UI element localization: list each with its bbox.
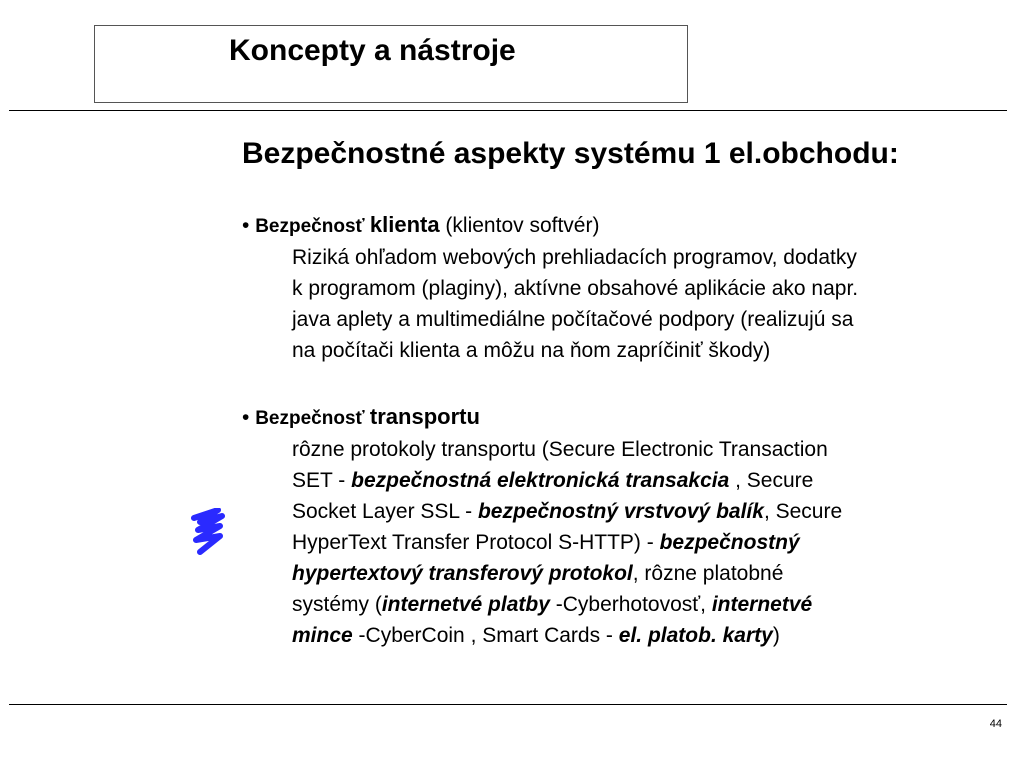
section-transport-security — [242, 402, 992, 651]
emphasis-run: bezpečnostná elektronická transakcia — [351, 469, 730, 492]
text-line: Riziká ohľadom webových prehliadacích programov, dodatky — [292, 246, 857, 269]
bullet-marker: • — [242, 214, 250, 237]
emphasis-run: el. platob. karty — [618, 624, 773, 647]
text-line — [292, 589, 992, 620]
text-line — [292, 496, 992, 527]
text-run: systémy ( — [292, 593, 382, 616]
title-box — [94, 25, 688, 103]
content-heading: Bezpečnostné aspekty systému 1 el.obchodu: — [242, 137, 899, 170]
text-line — [292, 434, 992, 465]
slide-title: Koncepty a nástroje — [229, 34, 516, 67]
text-line: k programom (plaginy), aktívne obsahové aplikácie ako napr. — [292, 277, 859, 300]
bullet-label-keyword: klienta — [369, 212, 440, 237]
emphasis-run: bezpečnostný — [659, 531, 800, 554]
emphasis-run: hypertextový transferový protokol — [292, 562, 633, 585]
bullet-client-security — [242, 210, 992, 242]
page-number: 44 — [989, 718, 1002, 730]
text-run: , Secure — [729, 469, 814, 492]
bullet-label-prefix: Bezpečnosť — [255, 408, 370, 429]
bullet-label-prefix: Bezpečnosť — [255, 216, 370, 237]
text-line: na počítači klienta a môžu na ňom zapríčiniť škody) — [292, 339, 771, 362]
text-run: ) — [772, 624, 780, 647]
bullet-label-keyword: transportu — [369, 404, 480, 429]
text-line — [292, 620, 992, 651]
text-run: SET - — [292, 469, 352, 492]
top-divider — [9, 110, 1007, 111]
emphasis-run: internetvé — [711, 593, 813, 616]
transport-security-description — [292, 434, 992, 651]
emphasis-run: internetvé platby — [381, 593, 550, 616]
text-line — [292, 558, 992, 589]
zigzag-wave-icon — [190, 508, 226, 556]
bottom-divider — [9, 704, 1007, 705]
text-run: -CyberCoin , Smart Cards - — [352, 624, 619, 647]
bullet-label-rest: (klientov softvér) — [439, 214, 600, 237]
text-line — [292, 527, 992, 558]
bullet-transport-security — [242, 402, 992, 434]
text-run: HyperText Transfer Protocol S-HTTP) - — [292, 531, 660, 554]
emphasis-run: mince — [292, 624, 353, 647]
text-run: Socket Layer SSL - — [292, 500, 478, 523]
client-security-description — [292, 242, 992, 366]
section-client-security — [242, 210, 992, 366]
text-line — [292, 465, 992, 496]
text-run: -Cyberhotovosť, — [549, 593, 712, 616]
text-run: , rôzne platobné — [632, 562, 784, 585]
emphasis-run: bezpečnostný vrstvový balík — [477, 500, 764, 523]
text-line: java aplety a multimediálne počítačové podpory (realizujú sa — [292, 308, 854, 331]
text-run: rôzne protokoly transportu (Secure Electronic Transaction — [292, 438, 828, 461]
bullet-marker: • — [242, 406, 250, 429]
text-run: , Secure — [763, 500, 843, 523]
